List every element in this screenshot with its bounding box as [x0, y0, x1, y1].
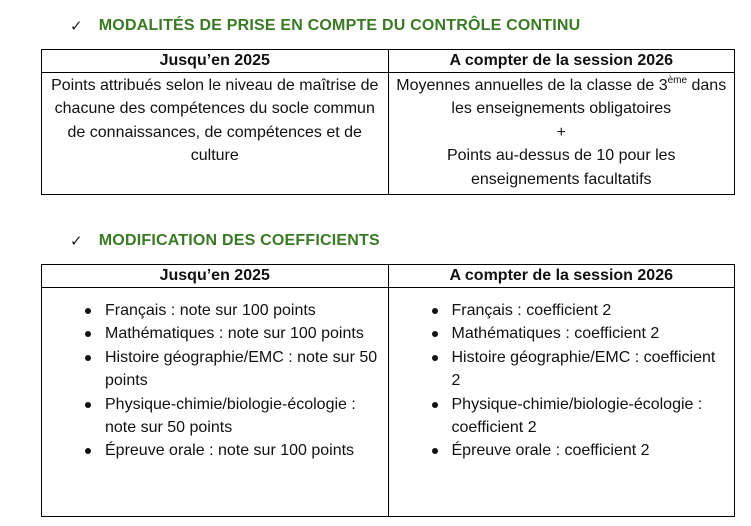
table-header-row [42, 265, 735, 288]
list-item: Mathématiques : coefficient 2 [389, 322, 727, 345]
cell-from-2026 [388, 73, 735, 195]
list-item: Histoire géographie/EMC : note sur 50 points [42, 346, 380, 393]
list-from-2026 [389, 288, 735, 469]
checkmark-icon: ✓ [70, 18, 83, 35]
header-until-2025: Jusqu’en 2025 [42, 50, 389, 73]
header-until-2025: Jusqu’en 2025 [42, 265, 389, 288]
table-row [42, 288, 735, 517]
header-from-2026: A compter de la session 2026 [388, 50, 735, 73]
header-from-2026: A compter de la session 2026 [388, 265, 735, 288]
list-item: Épreuve orale : note sur 100 points [42, 439, 380, 462]
list-item: Mathématiques : note sur 100 points [42, 322, 380, 345]
list-item: Français : coefficient 2 [389, 299, 727, 322]
checkmark-icon: ✓ [70, 233, 83, 250]
controle-continu-table [41, 49, 735, 195]
table-header-row [42, 50, 735, 73]
list-item: Épreuve orale : coefficient 2 [389, 439, 727, 462]
cell-from-2026 [388, 288, 735, 517]
section-title-text: MODALITÉS DE PRISE EN COMPTE DU CONTRÔLE CONTINU [98, 17, 581, 34]
right-line1-before: Moyennes annuelles de la classe de 3 [396, 77, 668, 94]
cell-until-2025 [42, 73, 389, 195]
right-line2: Points au-dessus de 10 pour les enseignements facultatifs [446, 147, 676, 188]
coefficients-table [41, 264, 735, 517]
section-title-controle-continu [70, 17, 580, 35]
list-item: Histoire géographie/EMC : coefficient 2 [389, 346, 727, 393]
list-until-2025 [42, 288, 388, 469]
section-title-text: MODIFICATION DES COEFFICIENTS [98, 232, 380, 249]
section-title-coefficients [70, 232, 380, 250]
plus-sign: + [556, 123, 566, 141]
right-line1-after: dans les enseignements obligatoires [451, 77, 727, 118]
left-description: Points attribués selon le niveau de maîtrise de chacune des compétences du socle commun de connaissances, de compétences et de culture [51, 77, 379, 165]
list-item: Physique-chimie/biologie-écologie : coefficient 2 [389, 393, 727, 440]
cell-until-2025 [42, 288, 389, 517]
list-item: Physique-chimie/biologie-écologie : note sur 50 points [42, 393, 380, 440]
list-item: Français : note sur 100 points [42, 299, 380, 322]
superscript-eme: ème [667, 75, 688, 86]
table-row [42, 73, 735, 195]
